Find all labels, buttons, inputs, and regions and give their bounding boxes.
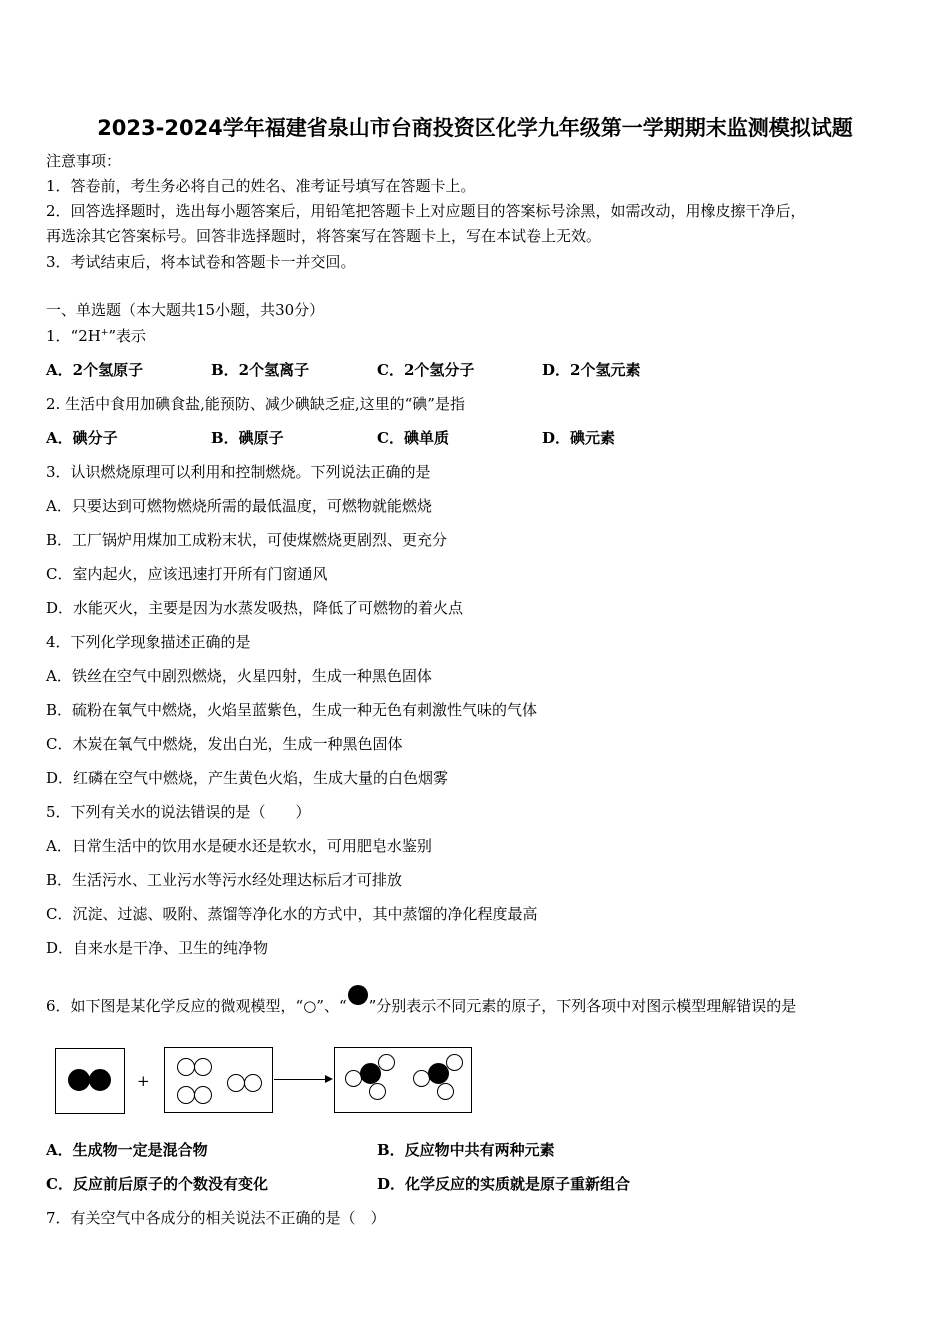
filled-atom-icon (68, 1069, 90, 1091)
open-atom-icon (244, 1074, 262, 1092)
open-atom-icon (177, 1086, 195, 1104)
open-atom-icon (194, 1086, 212, 1104)
q1-option-b: B．2个氢离子 (211, 361, 310, 379)
filled-atom-icon (360, 1063, 381, 1084)
notice-item-2-cont: 再选涂其它答案标号。回答非选择题时，将答案写在答题卡上，写在本试卷上无效。 (46, 227, 602, 245)
q1-option-d: D．2个氢元素 (542, 361, 641, 379)
plus-sign: + (137, 1072, 150, 1090)
open-atom-icon (227, 1074, 245, 1092)
q3-option-c: C．室内起火，应该迅速打开所有门窗通风 (46, 565, 328, 583)
arrow-head-icon (325, 1075, 333, 1083)
q6-option-c: C．反应前后原子的个数没有变化 (46, 1175, 268, 1193)
filled-atom-icon (428, 1063, 449, 1084)
question-2-stem: 2. 生活中食用加碘食盐,能预防、减少碘缺乏症,这里的“碘”是指 (46, 395, 465, 413)
q4-option-c: C．木炭在氧气中燃烧，发出白光，生成一种黑色固体 (46, 735, 403, 753)
open-atom-icon (369, 1083, 386, 1100)
question-4-stem: 4．下列化学现象描述正确的是 (46, 633, 251, 651)
q3-option-a: A．只要达到可燃物燃烧所需的最低温度，可燃物就能燃烧 (46, 497, 432, 515)
q2-option-b: B．碘原子 (211, 429, 284, 447)
question-7-stem: 7．有关空气中各成分的相关说法不正确的是（ ） (46, 1209, 386, 1227)
reactant-box-1 (55, 1048, 125, 1114)
page-title: 2023-2024学年福建省泉山市台商投资区化学九年级第一学期期末监测模拟试题 (97, 116, 853, 140)
q5-option-b: B．生活污水、工业污水等污水经处理达标后才可排放 (46, 871, 403, 889)
question-3-stem: 3．认识燃烧原理可以利用和控制燃烧。下列说法正确的是 (46, 463, 431, 481)
q4-option-b: B．硫粉在氧气中燃烧，火焰呈蓝紫色，生成一种无色有刺激性气味的气体 (46, 701, 538, 719)
open-atom-icon (437, 1083, 454, 1100)
notice-item-1: 1．答卷前，考生务必将自己的姓名、准考证号填写在答题卡上。 (46, 177, 476, 195)
section-heading: 一、单选题（本大题共15小题，共30分） (46, 301, 325, 319)
open-atom-icon (194, 1058, 212, 1076)
notice-item-2: 2．回答选择题时，选出每小题答案后，用铅笔把答题卡上对应题目的答案标号涂黑，如需改动，用橡皮擦干净后， (46, 202, 806, 220)
q5-option-a: A．日常生活中的饮用水是硬水还是软水，可用肥皂水鉴别 (46, 837, 432, 855)
product-box (334, 1047, 472, 1113)
q6-option-a: A．生成物一定是混合物 (46, 1141, 208, 1159)
notice-item-3: 3．考试结束后，将本试卷和答题卡一并交回。 (46, 253, 356, 271)
superscript: + (100, 328, 109, 338)
question-6-stem: 6．如下图是某化学反应的微观模型，“○”、“ ”分别表示不同元素的原子，下列各项中对图示模型理解错误的是 (46, 985, 796, 1016)
q6-option-b: B．反应物中共有两种元素 (377, 1141, 555, 1159)
q2-option-a: A．碘分子 (46, 429, 118, 447)
q1-option-c: C．2个氢分子 (377, 361, 475, 379)
q5-option-c: C．沉淀、过滤、吸附、蒸馏等净化水的方式中，其中蒸馏的净化程度最高 (46, 905, 538, 923)
open-atom-icon (446, 1054, 463, 1071)
q3-option-b: B．工厂锅炉用煤加工成粉末状，可使煤燃烧更剧烈、更充分 (46, 531, 448, 549)
reactant-box-2 (164, 1047, 273, 1113)
q1-option-a: A．2个氢原子 (46, 361, 144, 379)
notice-heading: 注意事项： (46, 152, 122, 170)
filled-atom-icon (348, 985, 368, 1005)
filled-atom-icon (89, 1069, 111, 1091)
question-5-stem: 5．下列有关水的说法错误的是（ ） (46, 803, 311, 821)
q6-option-d: D．化学反应的实质就是原子重新组合 (377, 1175, 631, 1193)
q2-option-c: C．碘单质 (377, 429, 449, 447)
q4-option-d: D．红磷在空气中燃烧，产生黄色火焰，生成大量的白色烟雾 (46, 769, 449, 787)
q5-option-d: D．自来水是干净、卫生的纯净物 (46, 939, 269, 957)
q4-option-a: A．铁丝在空气中剧烈燃烧，火星四射，生成一种黑色固体 (46, 667, 432, 685)
open-atom-icon (378, 1054, 395, 1071)
q2-option-d: D．碘元素 (542, 429, 616, 447)
reaction-arrow (274, 1079, 326, 1080)
question-1-stem: 1．“2H+”表示 (46, 327, 147, 345)
open-atom-icon (177, 1058, 195, 1076)
q3-option-d: D．水能灭火，主要是因为水蒸发吸热，降低了可燃物的着火点 (46, 599, 464, 617)
